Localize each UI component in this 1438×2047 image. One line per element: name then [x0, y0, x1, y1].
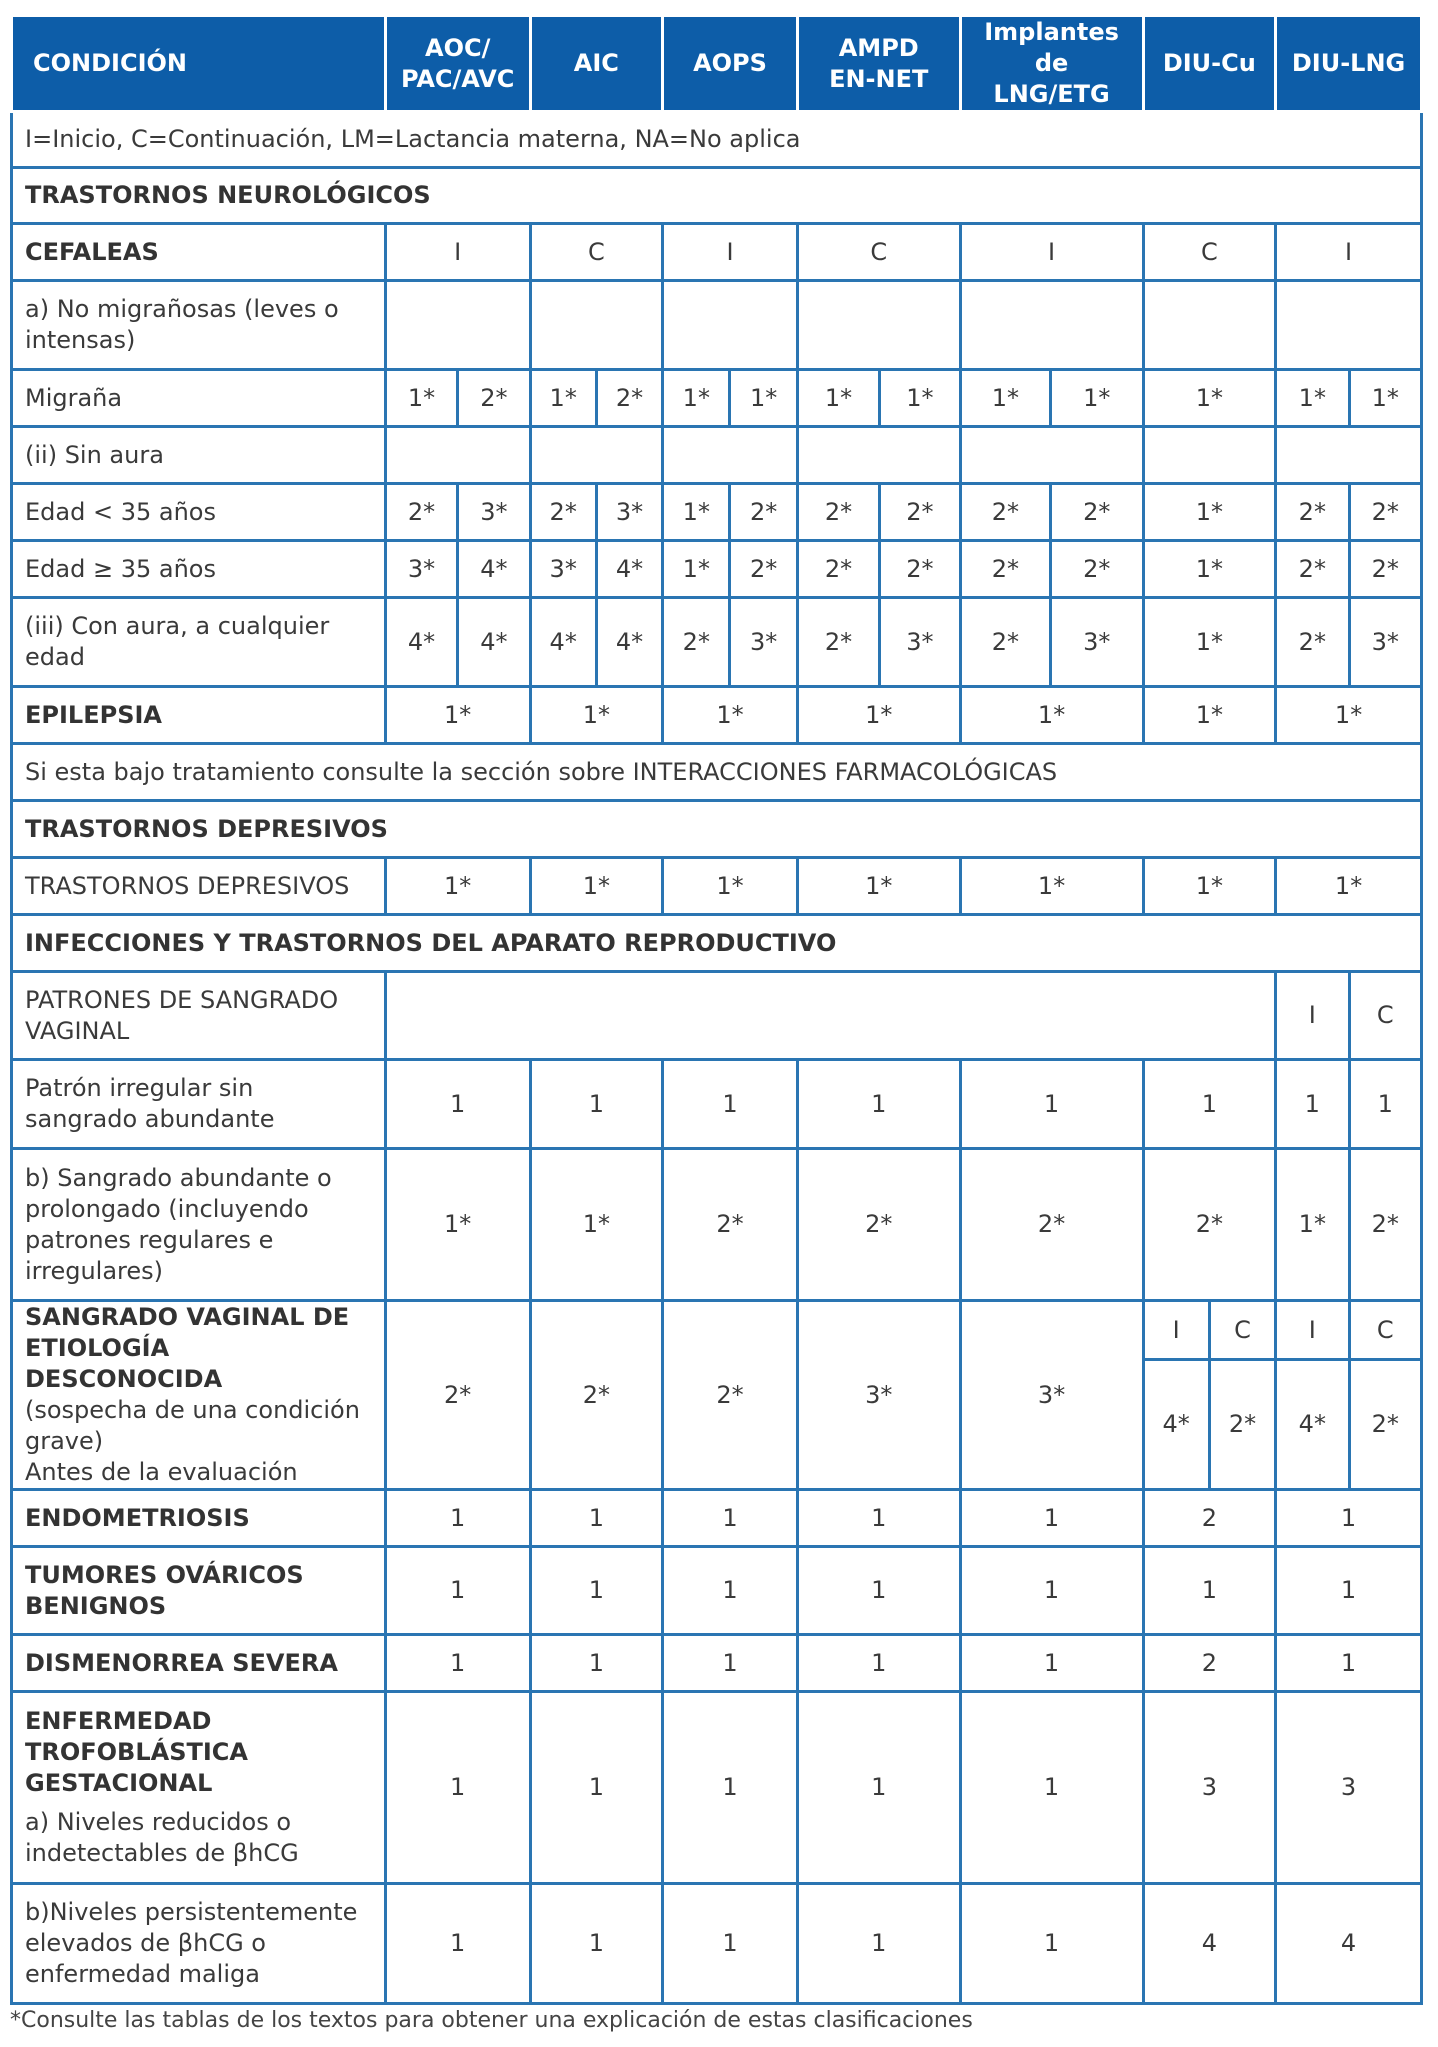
header-condicion: CONDICIÓN — [12, 16, 386, 112]
section-depresivos: TRASTORNOS DEPRESIVOS — [12, 801, 1422, 858]
value-cell: 1* — [960, 687, 1143, 744]
value-cell: 2* — [458, 370, 530, 427]
value-cell: 4* — [1276, 1360, 1349, 1490]
value-cell: 3* — [458, 484, 530, 541]
value-cell: 2* — [797, 484, 879, 541]
value-cell: 1* — [1276, 687, 1422, 744]
value-cell: 1* — [1349, 370, 1422, 427]
value-cell: 1 — [385, 1884, 530, 2004]
value-cell: 1 — [960, 1884, 1143, 2004]
empty-cell — [1276, 281, 1422, 370]
depresivos-row — [12, 858, 1422, 915]
empty-cell — [1143, 427, 1276, 484]
edad-menor-row — [12, 484, 1422, 541]
value-cell: 4* — [1143, 1360, 1209, 1490]
value-cell: 2* — [663, 1149, 798, 1301]
code-cell: I — [385, 224, 530, 281]
section-reproductivo: INFECCIONES Y TRASTORNOS DEL APARATO REPRODUCTIVO — [12, 915, 1422, 972]
value-cell: 2* — [1349, 541, 1422, 598]
row-label: Edad ≥ 35 años — [12, 541, 386, 598]
value-cell: 1* — [1276, 370, 1349, 427]
value-cell: 2* — [880, 541, 960, 598]
value-cell: 2* — [960, 541, 1050, 598]
code-cell: I — [663, 224, 798, 281]
endometriosis-row — [12, 1490, 1422, 1547]
value-cell: 1* — [1143, 370, 1276, 427]
tumores-row — [12, 1547, 1422, 1635]
value-cell: 1 — [530, 1490, 663, 1547]
migrana-row — [12, 370, 1422, 427]
value-cell: 2* — [1051, 541, 1143, 598]
value-cell: 2* — [596, 370, 662, 427]
value-cell: 1* — [663, 858, 798, 915]
value-cell: 3* — [730, 598, 797, 687]
value-cell: 4* — [385, 598, 457, 687]
value-cell: 2* — [1143, 1149, 1276, 1301]
row-label: CEFALEAS — [12, 224, 386, 281]
value-cell: 1 — [530, 1884, 663, 2004]
code-cell: I — [1143, 1301, 1209, 1360]
value-cell: 3 — [1276, 1692, 1422, 1884]
row-label: (iii) Con aura, a cualquier edad — [12, 598, 386, 687]
code-cell: C — [1349, 1301, 1422, 1360]
legend-text: I=Inicio, C=Continuación, LM=Lactancia materna, NA=No aplica — [12, 112, 1422, 168]
cefaleas-row — [12, 224, 1422, 281]
row-label: b) Sangrado abundante o prolongado (incluyendo patrones regulares e irregulares) — [12, 1149, 386, 1301]
value-cell: 2* — [1276, 484, 1349, 541]
code-cell: C — [1349, 972, 1422, 1060]
section-row — [12, 915, 1422, 972]
value-cell: 1* — [385, 858, 530, 915]
value-cell: 1* — [1143, 598, 1276, 687]
value-cell: 1 — [663, 1060, 798, 1149]
trofo-a-row — [12, 1692, 1422, 1884]
epilepsia-note: Si esta bajo tratamiento consulte la sección sobre INTERACCIONES FARMACOLÓGICAS — [12, 744, 1422, 801]
value-cell: 1* — [530, 1149, 663, 1301]
value-cell: 1* — [663, 687, 798, 744]
row-label: ENDOMETRIOSIS — [12, 1490, 386, 1547]
value-cell: 1 — [1276, 1547, 1422, 1635]
value-cell: 3* — [530, 541, 596, 598]
value-cell: 2* — [530, 484, 596, 541]
value-cell: 1* — [960, 858, 1143, 915]
row-label: b)Niveles persistentemente elevados de βhCG o enfermedad maliga — [12, 1884, 386, 2004]
value-cell: 2* — [1349, 1149, 1422, 1301]
value-cell: 1* — [1143, 687, 1276, 744]
value-cell: 2* — [385, 484, 457, 541]
value-cell: 1 — [1143, 1060, 1276, 1149]
value-cell: 2* — [880, 484, 960, 541]
value-cell: 2* — [960, 484, 1050, 541]
value-cell: 1 — [1276, 1060, 1349, 1149]
header-aic: AIC — [530, 16, 663, 112]
value-cell: 2* — [1209, 1360, 1275, 1490]
value-cell: 1 — [797, 1060, 960, 1149]
value-cell: 4* — [458, 541, 530, 598]
code-cell: I — [1276, 972, 1349, 1060]
value-cell: 1 — [1276, 1635, 1422, 1692]
value-cell: 1 — [1143, 1547, 1276, 1635]
empty-cell — [960, 427, 1143, 484]
row-label: EPILEPSIA — [12, 687, 386, 744]
section-row — [12, 168, 1422, 224]
value-cell: 1 — [385, 1635, 530, 1692]
value-cell: 1 — [960, 1692, 1143, 1884]
value-cell: 4 — [1143, 1884, 1276, 2004]
patrones-row — [12, 972, 1422, 1060]
value-cell: 1* — [1143, 858, 1276, 915]
row-label: TUMORES OVÁRICOS BENIGNOS — [12, 1547, 386, 1635]
value-cell: 3* — [880, 598, 960, 687]
value-cell: 1 — [663, 1884, 798, 2004]
row-label: DISMENORREA SEVERA — [12, 1635, 386, 1692]
value-cell: 1 — [530, 1635, 663, 1692]
value-cell: 1* — [530, 687, 663, 744]
header-ampd: AMPD EN-NET — [797, 16, 960, 112]
dismenorrea-row — [12, 1635, 1422, 1692]
value-cell: 1 — [1349, 1060, 1422, 1149]
value-cell: 1 — [960, 1635, 1143, 1692]
section-neuro: TRASTORNOS NEUROLÓGICOS — [12, 168, 1422, 224]
code-cell: C — [530, 224, 663, 281]
sangrado-title: SANGRADO VAGINAL DE ETIOLOGÍA DESCONOCIDA — [25, 1303, 350, 1393]
row-label: Migraña — [12, 370, 386, 427]
value-cell: 1 — [663, 1490, 798, 1547]
header-implantes: Implantes de LNG/ETG — [960, 16, 1143, 112]
value-cell: 4* — [596, 598, 662, 687]
mec-table — [10, 14, 1423, 2005]
empty-cell — [797, 281, 960, 370]
value-cell: 1 — [797, 1884, 960, 2004]
empty-cell — [530, 281, 663, 370]
footnote: *Consulte las tablas de los textos para obtener una explicación de estas clasificaciones — [10, 2008, 973, 2033]
value-cell: 1* — [663, 370, 730, 427]
value-cell: 1* — [797, 370, 879, 427]
value-cell: 1* — [530, 858, 663, 915]
header-diu-cu: DIU-Cu — [1143, 16, 1276, 112]
empty-cell — [797, 427, 960, 484]
abundante-row — [12, 1149, 1422, 1301]
code-cell: C — [1209, 1301, 1275, 1360]
value-cell: 2* — [960, 598, 1050, 687]
value-cell: 2* — [1051, 484, 1143, 541]
value-cell: 4* — [458, 598, 530, 687]
row-label: a) No migrañosas (leves o intensas) — [12, 281, 386, 370]
empty-cell — [960, 281, 1143, 370]
epilepsia-row — [12, 687, 1422, 744]
value-cell: 4 — [1276, 1884, 1422, 2004]
header-aoc: AOC/ PAC/AVC — [385, 16, 530, 112]
code-cell: C — [1143, 224, 1276, 281]
value-cell: 1 — [1276, 1490, 1422, 1547]
row-label: TRASTORNOS DEPRESIVOS — [12, 858, 386, 915]
sangrado-sub1: (sospecha de una condición grave) — [25, 1396, 360, 1455]
sin-aura-row — [12, 427, 1422, 484]
trofo-title: ENFERMEDAD TROFOBLÁSTICA GESTACIONAL — [25, 1707, 248, 1797]
irregular-row — [12, 1060, 1422, 1149]
value-cell: 1 — [385, 1692, 530, 1884]
value-cell: 4* — [530, 598, 596, 687]
value-cell: 1 — [385, 1490, 530, 1547]
value-cell: 4* — [596, 541, 662, 598]
value-cell: 2* — [530, 1301, 663, 1490]
row-label — [12, 1301, 386, 1490]
sangrado-desc-row — [12, 1301, 1422, 1360]
value-cell: 1* — [797, 858, 960, 915]
value-cell: 1* — [1276, 858, 1422, 915]
value-cell: 2* — [385, 1301, 530, 1490]
value-cell: 1 — [797, 1692, 960, 1884]
value-cell: 2* — [1276, 598, 1349, 687]
value-cell: 1* — [880, 370, 960, 427]
value-cell: 3* — [1349, 598, 1422, 687]
row-label: (ii) Sin aura — [12, 427, 386, 484]
value-cell: 1 — [530, 1060, 663, 1149]
value-cell: 1 — [960, 1060, 1143, 1149]
code-cell: I — [960, 224, 1143, 281]
value-cell: 1 — [663, 1547, 798, 1635]
value-cell: 2 — [1143, 1490, 1276, 1547]
value-cell: 1 — [797, 1547, 960, 1635]
value-cell: 1 — [530, 1547, 663, 1635]
value-cell: 1* — [663, 484, 730, 541]
value-cell: 2* — [1276, 541, 1349, 598]
value-cell: 2* — [1349, 1360, 1422, 1490]
header-aops: AOPS — [663, 16, 798, 112]
value-cell: 1 — [960, 1490, 1143, 1547]
value-cell: 1* — [385, 370, 457, 427]
code-cell: I — [1276, 1301, 1349, 1360]
empty-cell — [663, 427, 798, 484]
row-label: Patrón irregular sin sangrado abundante — [12, 1060, 386, 1149]
value-cell: 3 — [1143, 1692, 1276, 1884]
value-cell: 2 — [1143, 1635, 1276, 1692]
empty-cell — [1276, 427, 1422, 484]
value-cell: 2* — [663, 1301, 798, 1490]
edad-mayor-row — [12, 541, 1422, 598]
no-migranosas-row — [12, 281, 1422, 370]
empty-cell — [385, 972, 1275, 1060]
value-cell: 1* — [385, 687, 530, 744]
empty-cell — [1143, 281, 1276, 370]
sangrado-sub2: Antes de la evaluación — [25, 1458, 298, 1486]
value-cell: 3* — [596, 484, 662, 541]
note-row — [12, 744, 1422, 801]
value-cell: 2* — [730, 484, 797, 541]
trofo-b-row — [12, 1884, 1422, 2004]
value-cell: 2* — [663, 598, 730, 687]
row-label: PATRONES DE SANGRADO VAGINAL — [12, 972, 386, 1060]
code-cell: I — [1276, 224, 1422, 281]
value-cell: 3* — [960, 1301, 1143, 1490]
value-cell: 1* — [530, 370, 596, 427]
empty-cell — [663, 281, 798, 370]
value-cell: 1 — [663, 1635, 798, 1692]
header-row — [12, 16, 1422, 112]
value-cell: 1* — [960, 370, 1050, 427]
value-cell: 1* — [1143, 484, 1276, 541]
value-cell: 3* — [797, 1301, 960, 1490]
value-cell: 1* — [1276, 1149, 1349, 1301]
con-aura-row — [12, 598, 1422, 687]
code-cell: C — [797, 224, 960, 281]
value-cell: 3* — [1051, 598, 1143, 687]
value-cell: 1* — [797, 687, 960, 744]
value-cell: 2* — [797, 541, 879, 598]
value-cell: 2* — [960, 1149, 1143, 1301]
empty-cell — [385, 427, 530, 484]
value-cell: 1 — [663, 1692, 798, 1884]
value-cell: 1 — [385, 1060, 530, 1149]
section-row — [12, 801, 1422, 858]
value-cell: 1 — [797, 1490, 960, 1547]
row-label: Edad < 35 años — [12, 484, 386, 541]
value-cell: 1 — [797, 1635, 960, 1692]
empty-cell — [385, 281, 530, 370]
header-diu-lng: DIU-LNG — [1276, 16, 1422, 112]
value-cell: 1* — [1143, 541, 1276, 598]
value-cell: 1* — [663, 541, 730, 598]
value-cell: 1 — [530, 1692, 663, 1884]
empty-cell — [530, 427, 663, 484]
value-cell: 2* — [1349, 484, 1422, 541]
value-cell: 1* — [1051, 370, 1143, 427]
value-cell: 1 — [385, 1547, 530, 1635]
trofo-sub: a) Niveles reducidos o indetectables de βhCG — [25, 1808, 299, 1867]
value-cell: 2* — [730, 541, 797, 598]
value-cell: 1* — [730, 370, 797, 427]
row-label — [12, 1692, 386, 1884]
value-cell: 3* — [385, 541, 457, 598]
value-cell: 2* — [797, 598, 879, 687]
value-cell: 1* — [385, 1149, 530, 1301]
value-cell: 2* — [797, 1149, 960, 1301]
legend-row — [12, 112, 1422, 168]
value-cell: 1 — [960, 1547, 1143, 1635]
